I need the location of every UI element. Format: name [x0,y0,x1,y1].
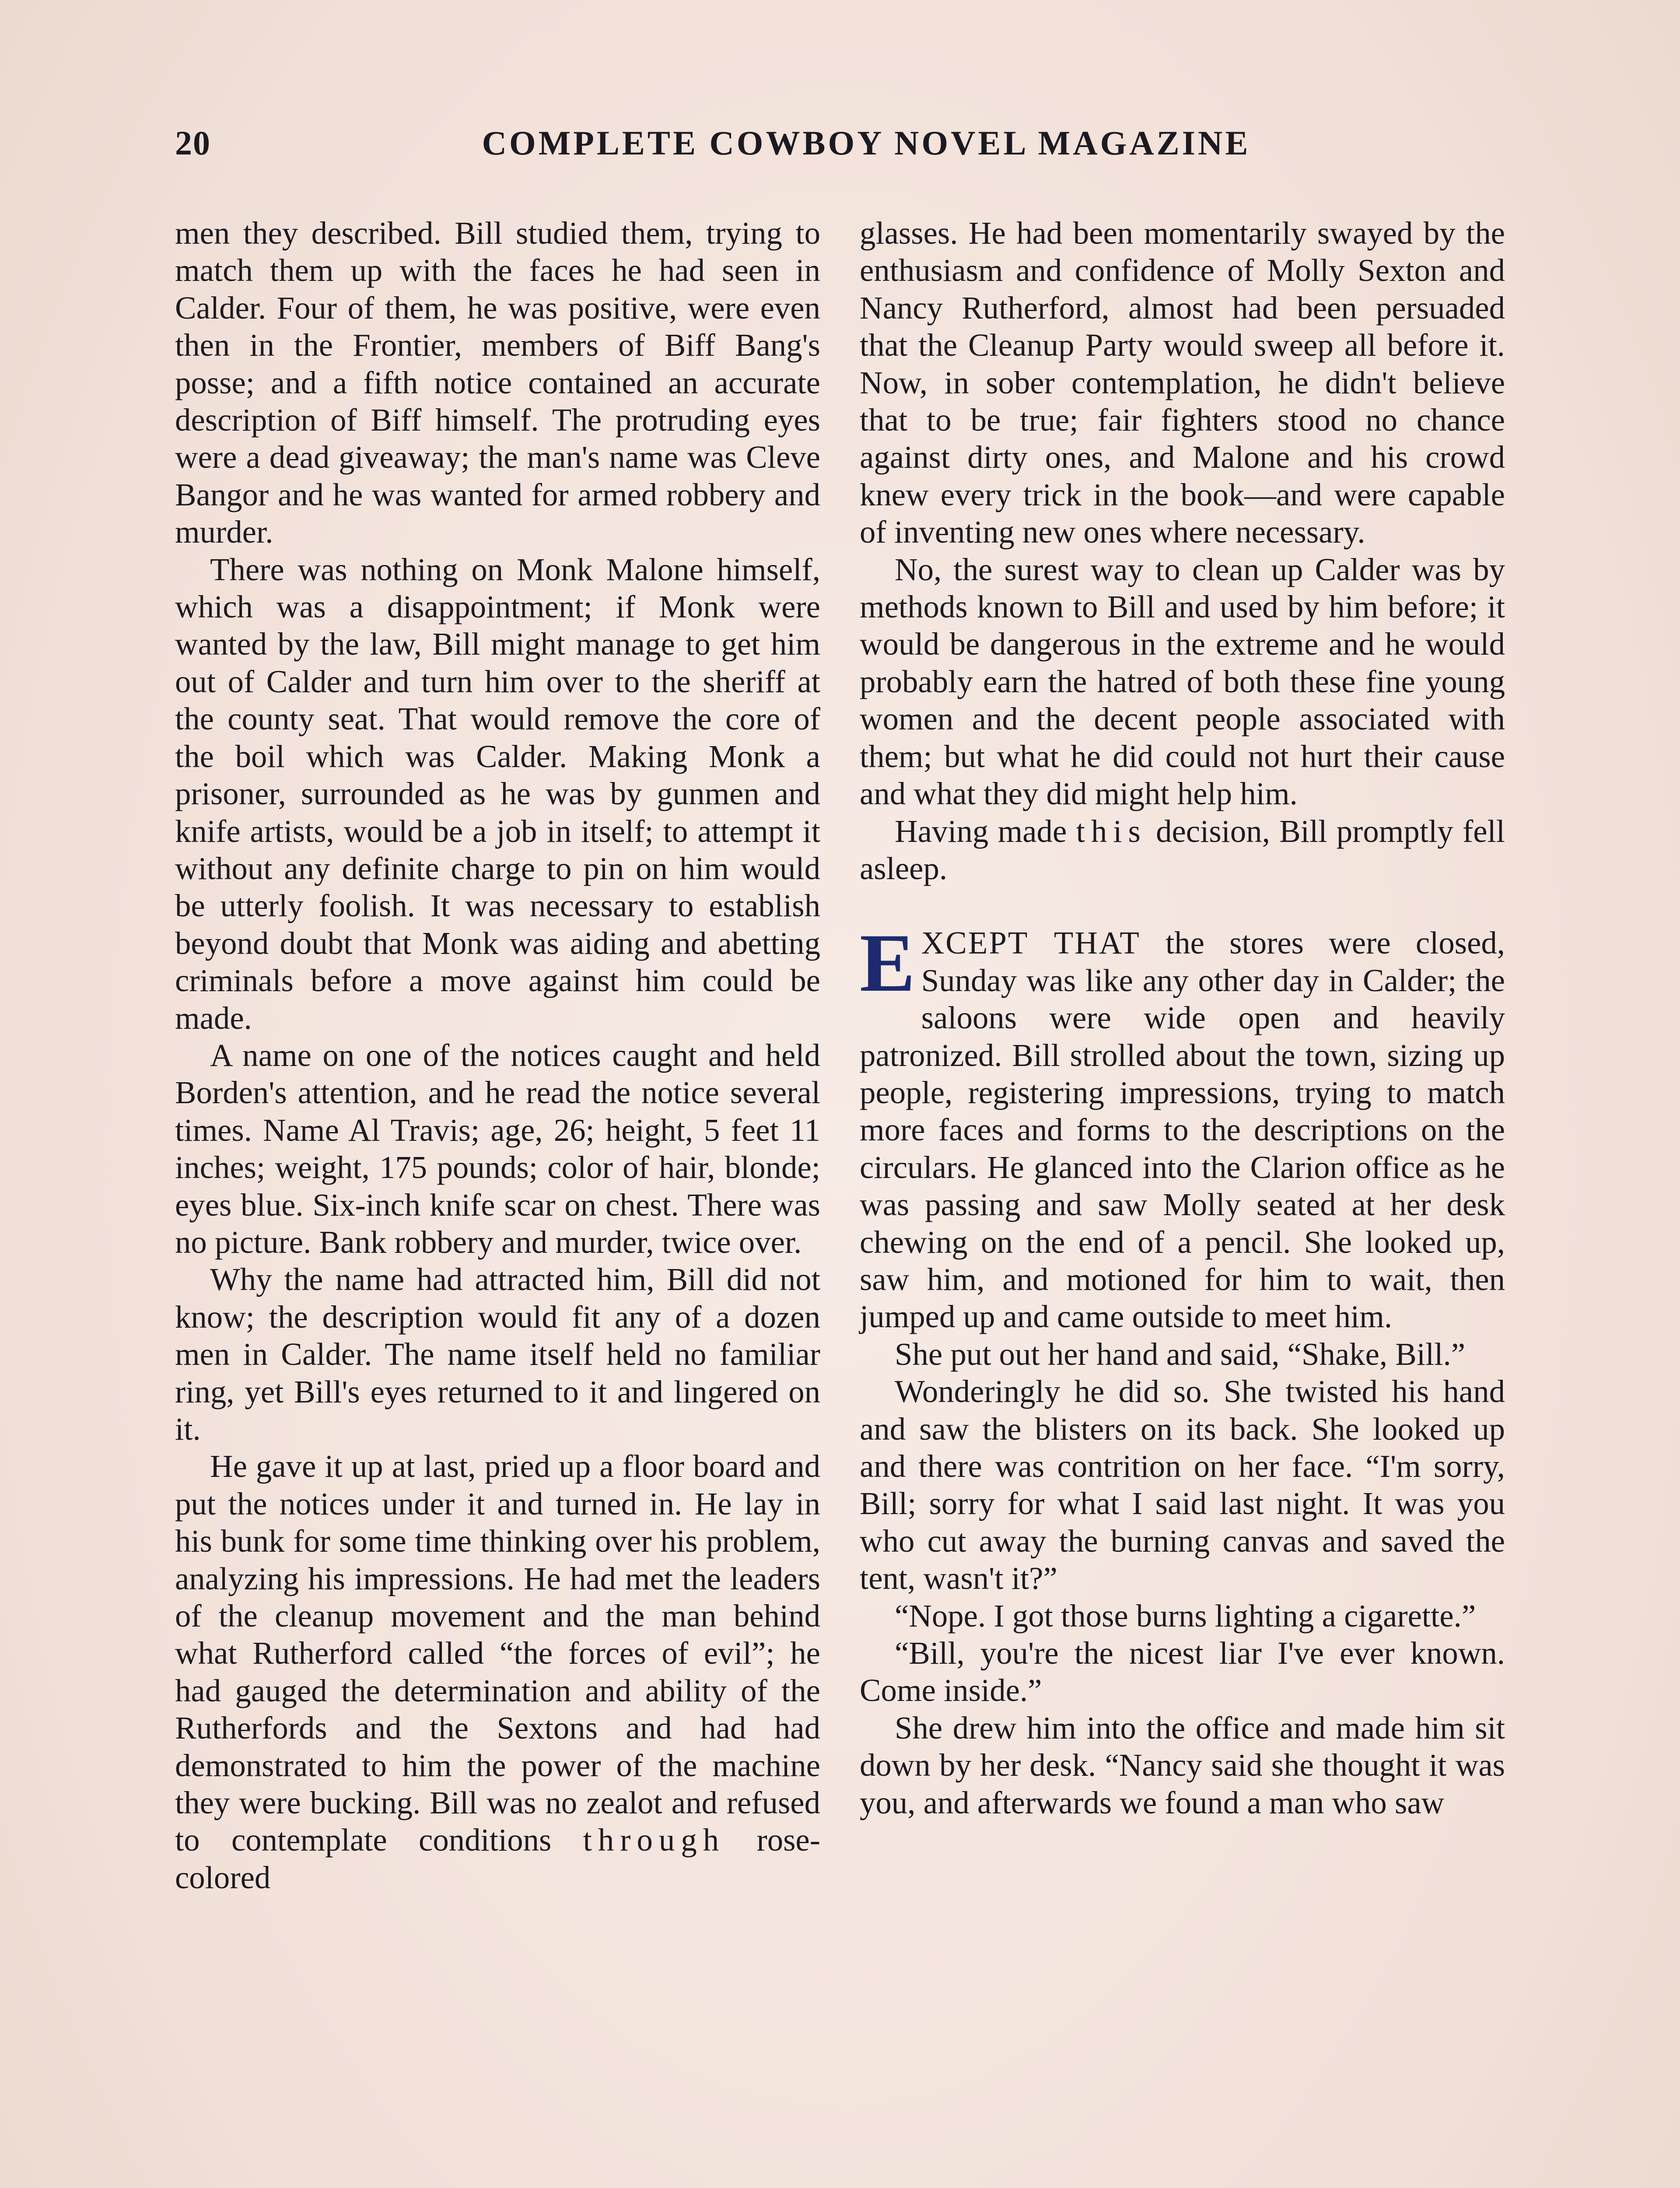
paragraph-tail: decision, Bill promptly fell asleep. [860,813,1505,886]
paragraph-text: He gave it up at last, pried up a floor board and put the notices under it and turned in. He lay in his bunk for some time thinking over his problem, analyzing his impressions. He had met the leaders of the cleanup movement and the man behind what Rutherford called “the forces of evil”; he had gauged the determination and ability of the Rutherfords and the Sextons and had had demonstrated to him the power of the machine they were bucking. Bill was no zealot and refused to contemplate conditions [175,1448,820,1858]
paragraph-text: the stores were closed, Sunday was like any other day in Calder; the saloons were wide open and heavily patronized. Bill strolled about the town, sizing up people, registering impressions, trying to match more faces and forms to the descriptions on the circulars. He glanced into the Clarion office as he was passing and saw Molly seated at her desk chewing on the end of a pencil. She looked up, saw him, and motioned for him to wait, then jumped up and came outside to meet him. [860,925,1505,1335]
drop-cap: E [860,917,915,1010]
paragraph [175,1448,820,1896]
right-column [860,214,1505,1821]
paragraph: There was nothing on Monk Malone himself, which was a disappointment; if Monk were wanted by the law, Bill might manage to get him out of Calder and turn him over to the sheriff at the county seat. That would remove the core of the boil which was Calder. Making Monk a prisoner, surrounded as he was by gunmen and knife artists, would be a job in itself; to attempt it without any definite charge to pin on him would be utterly foolish. It was necessary to establish beyond doubt that Monk was aiding and abetting criminals before a move against him could be made. [175,551,820,1036]
spaced-word: this [1076,813,1147,849]
paragraph [860,813,1505,887]
paragraph: Why the name had attracted him, Bill did not know; the description would fit any of a dozen men in Calder. The name itself held no familiar ring, yet Bill's eyes returned to it and lingered on it. [175,1262,820,1447]
page-number: 20 [175,124,211,162]
paragraph: She drew him into the office and made him sit down by her desk. “Nancy said she thought it was you, and afterwards we found a man who saw [860,1710,1505,1820]
paragraph: “Nope. I got those burns lighting a cigarette.” [895,1598,1476,1634]
paragraph: No, the surest way to clean up Calder was by methods known to Bill and used by him before; it would be dangerous in the extreme and he would probably earn the hatred of both these fine young women and the decent people associated with them; but what he did could not hurt their cause and what they did might help him. [860,551,1505,812]
paragraph: Wonderingly he did so. She twisted his hand and saw the blisters on its back. She looked up and there was contrition on her face. “I'm sorry, Bill; sorry for what I said last night. It was you who cut away the burning canvas and saved the tent, wasn't it?” [860,1374,1505,1596]
lead-in: XCEPT THAT [921,925,1141,961]
paragraph: She put out her hand and said, “Shake, Bill.” [895,1336,1466,1372]
paragraph: glasses. He had been momentarily swayed by the enthusiasm and confidence of Molly Sexton and Nancy Rutherford, almost had been persuaded that the Cleanup Party would sweep all before it. Now, in sober contemplation, he didn't believe that to be true; fair fighters stood no chance against dirty ones, and Malone and his crowd knew every trick in the book—and were capable of inventing new ones where necessary. [860,215,1505,550]
running-title: COMPLETE COWBOY NOVEL MAGAZINE [482,124,1251,162]
paragraph: men they described. Bill studied them, trying to match them up with the faces he had seen in Calder. Four of them, he was positive, were even then in the Frontier, members of Biff Bang's posse; and a fifth notice contained an accurate description of Biff himself. The protruding eyes were a dead giveaway; the man's name was Cleve Bangor and he was wanted for armed robbery and murder. [175,215,820,550]
page-header [175,123,1505,172]
paragraph-tail: rose-colored [175,1822,820,1895]
section-opening-paragraph [860,917,1505,1335]
paragraph: A name on one of the notices caught and held Borden's attention, and he read the notice several times. Name Al Travis; age, 26; height, 5 feet 11 inches; weight, 175 pounds; color of hair, blonde; eyes blue. Six-inch knife scar on chest. There was no picture. Bank robbery and murder, twice over. [175,1037,820,1260]
spaced-word: through [583,1822,725,1858]
paragraph-text: Having made [895,813,1076,849]
left-column [175,214,820,1896]
paragraph: “Bill, you're the nicest liar I've ever known. Come inside.” [860,1635,1505,1708]
